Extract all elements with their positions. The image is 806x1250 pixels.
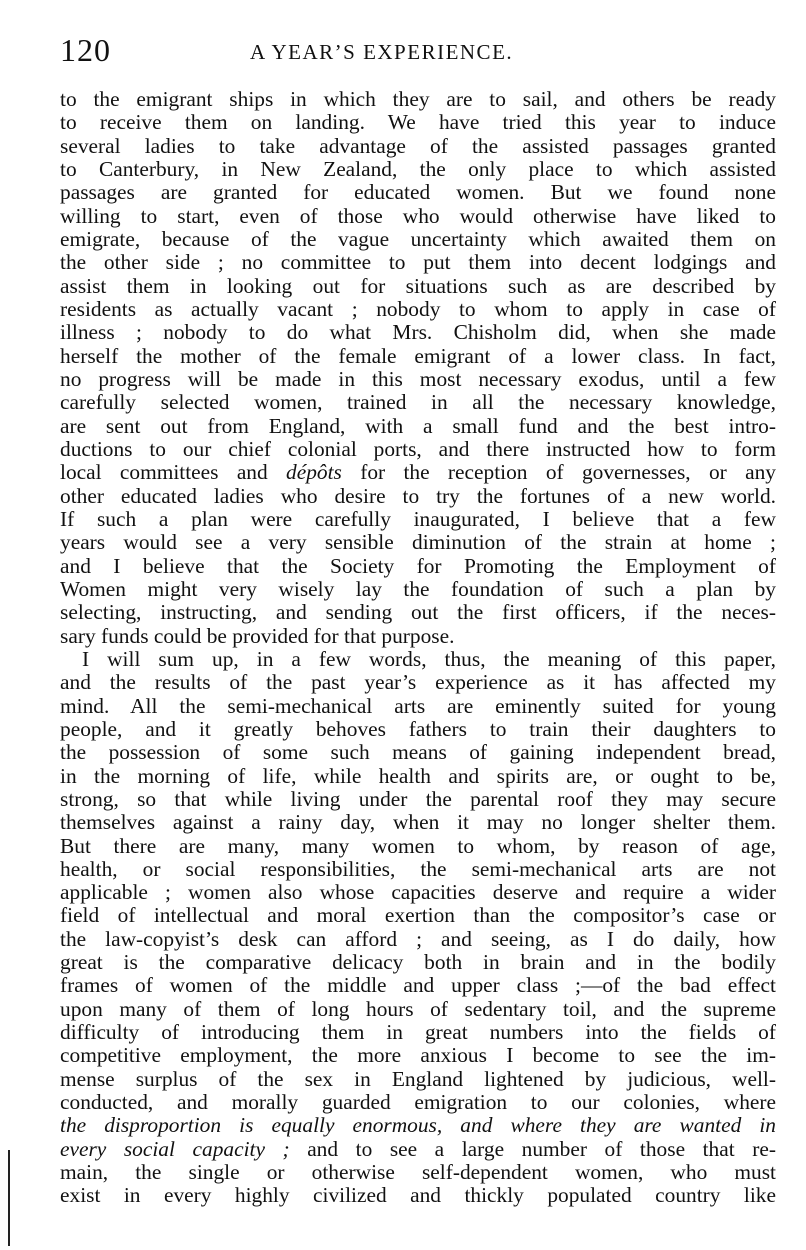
margin-rule: [8, 1150, 10, 1246]
text-line: to receive them on landing. We have tried this year to induce: [60, 111, 776, 135]
text-line: ductions to our chief colonial ports, and there instructed how to form: [60, 437, 776, 461]
italic-text: the disproportion is equally enormous, and where they are wanted in: [60, 1114, 776, 1138]
text-line: in the morning of life, while health and spirits are, or ought to be,: [60, 764, 776, 788]
text-line: exist in every highly civilized and thickly populated country like: [60, 1184, 776, 1208]
text-line: willing to start, even of those who would otherwise have liked to: [60, 204, 776, 228]
text-line: no progress will be made in this most necessary exodus, until a few: [60, 367, 776, 391]
italic-text: every social capacity ;: [60, 1137, 290, 1161]
text-line: herself the mother of the female emigrant of a lower class. In fact,: [60, 344, 776, 368]
text-line: frames of women of the middle and upper class ;—of the bad effect: [60, 974, 776, 998]
text-line: health, or social responsibilities, the semi-mechanical arts are not: [60, 857, 776, 881]
text-line: I will sum up, in a few words, thus, the meaning of this paper,: [82, 647, 776, 671]
text-line: residents as actually vacant ; nobody to whom to apply in case of: [60, 297, 776, 321]
text-line: illness ; nobody to do what Mrs. Chisholm did, when she made: [60, 321, 776, 345]
text-line: emigrate, because of the vague uncertainty which awaited them on: [60, 227, 776, 251]
text-line: applicable ; women also whose capacities deserve and require a wider: [60, 881, 776, 905]
text-line: passages are granted for educated women. But we found none: [60, 181, 776, 205]
text-line: and I believe that the Society for Promoting the Employment of: [60, 554, 776, 578]
text-line: years would see a very sensible diminution of the strain at home ;: [60, 531, 776, 555]
text-line: strong, so that while living under the parental roof they may secure: [60, 787, 776, 811]
text-segment: local committees and: [60, 461, 287, 485]
text-line: and the results of the past year’s experience as it has affected my: [60, 671, 776, 695]
text-line: sary funds could be provided for that purpose.: [60, 624, 455, 648]
text-line: [60, 1114, 776, 1137]
body-text: [60, 88, 776, 1208]
text-segment: and to see a large number of those that re-: [289, 1137, 776, 1161]
text-line: conducted, and morally guarded emigration to our colonies, where: [60, 1091, 776, 1115]
text-line: to the emigrant ships in which they are to sail, and others be ready: [60, 88, 776, 111]
text-line: field of intellectual and moral exertion than the compositor’s case or: [60, 904, 776, 928]
running-head: A YEAR’S EXPERIENCE.: [250, 40, 514, 64]
text-segment: for the reception of governesses, or any: [341, 461, 776, 485]
text-line: themselves against a rainy day, when it may no longer shelter them.: [60, 811, 776, 835]
italic-text: dépôts: [286, 461, 342, 485]
text-line: Women might very wisely lay the foundation of such a plan by: [60, 577, 776, 601]
text-line: mind. All the semi-mechanical arts are eminently suited for young: [60, 694, 776, 718]
text-line: [60, 461, 776, 484]
page-header: [60, 28, 770, 68]
text-line: to Canterbury, in New Zealand, the only place to which assisted: [60, 157, 776, 181]
text-line: main, the single or otherwise self-dependent women, who must: [60, 1161, 776, 1185]
text-line: people, and it greatly behoves fathers to train their daughters to: [60, 717, 776, 741]
text-line: mense surplus of the sex in England lightened by judicious, well-: [60, 1067, 776, 1091]
text-line: assist them in looking out for situations such as are described by: [60, 274, 776, 298]
text-line: But there are many, many women to whom, by reason of age,: [60, 834, 776, 858]
text-line: [60, 1138, 776, 1161]
text-line: are sent out from England, with a small fund and the best intro-: [60, 414, 776, 438]
page-number: 120: [60, 32, 111, 68]
text-line: the other side ; no committee to put them into decent lodgings and: [60, 251, 776, 275]
text-line: difficulty of introducing them in great numbers into the fields of: [60, 1021, 776, 1045]
text-line: competitive employment, the more anxious I become to see the im-: [60, 1044, 776, 1068]
text-line: upon many of them of long hours of sedentary toil, and the supreme: [60, 997, 776, 1021]
text-line: the law-copyist’s desk can afford ; and seeing, as I do daily, how: [60, 927, 776, 951]
text-line: carefully selected women, trained in all the necessary knowledge,: [60, 391, 776, 415]
text-line: If such a plan were carefully inaugurated, I believe that a few: [60, 507, 776, 531]
text-line: several ladies to take advantage of the assisted passages granted: [60, 134, 776, 158]
text-line: great is the comparative delicacy both in brain and in the bodily: [60, 951, 776, 975]
text-line: the possession of some such means of gaining independent bread,: [60, 741, 776, 765]
text-line: other educated ladies who desire to try the fortunes of a new world.: [60, 484, 776, 508]
text-line: selecting, instructing, and sending out the first officers, if the neces-: [60, 601, 776, 625]
